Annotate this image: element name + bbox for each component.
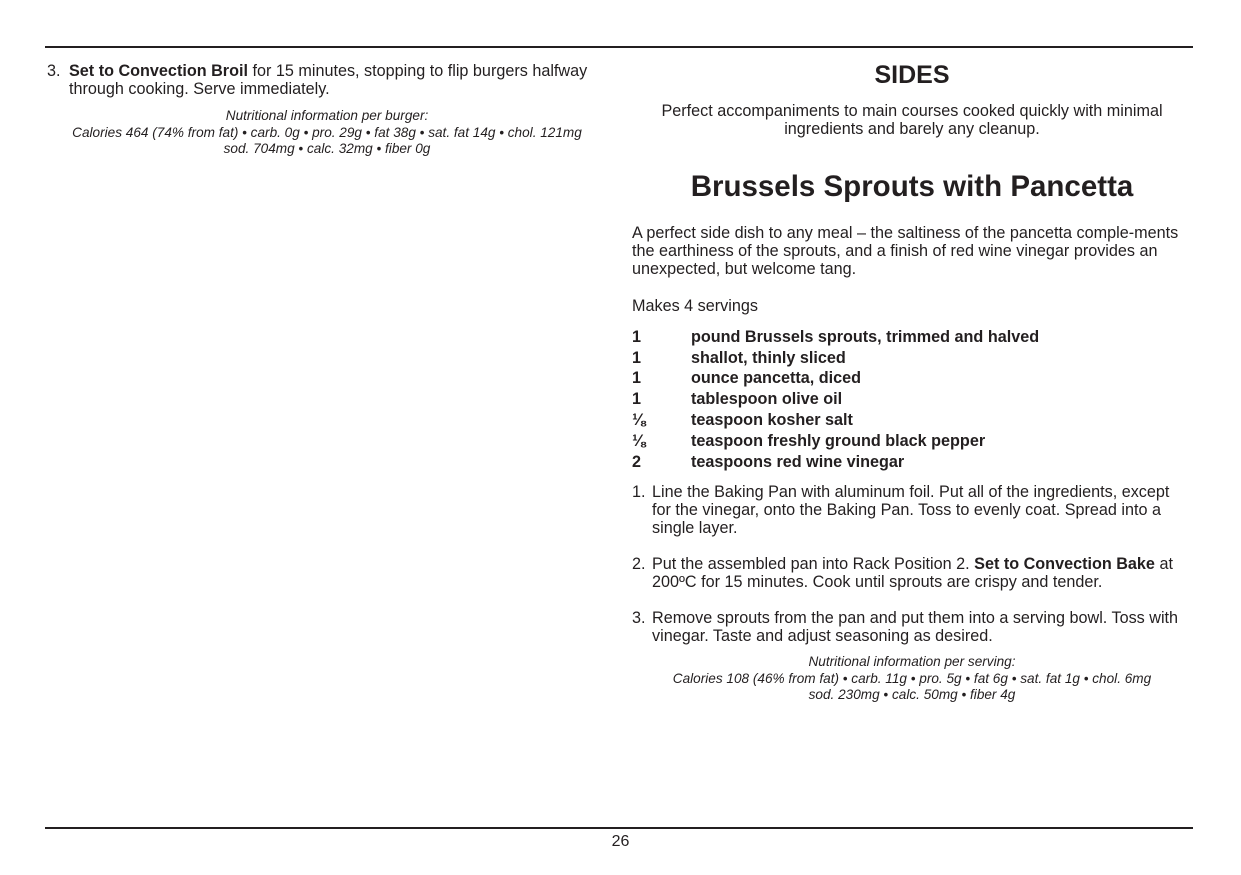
ingredient-item — [632, 348, 1192, 369]
step-bold-text: Set to Convection Bake — [974, 555, 1155, 574]
ingredient-item — [632, 389, 1192, 410]
nutrition-line-1: Calories 108 (46% from fat) • carb. 11g • pro. 5g • fat 6g • sat. fat 1g • chol. 6mg — [672, 670, 1152, 686]
ingredient-name: teaspoon kosher salt — [691, 410, 853, 429]
instruction-step — [632, 483, 1192, 537]
step-number: 3. — [632, 609, 646, 628]
ingredient-name: pound Brussels sprouts, trimmed and halved — [691, 327, 1040, 346]
ingredient-quantity: 2 — [632, 452, 642, 471]
ingredient-item — [632, 368, 1192, 389]
nutrition-heading: Nutritional information per serving: — [808, 654, 1016, 670]
nutrition-line-2: sod. 704mg • calc. 32mg • fiber 0g — [223, 141, 431, 156]
page-number: 26 — [611, 833, 630, 850]
ingredient-item — [632, 431, 1192, 452]
ingredient-name: tablespoon olive oil — [691, 390, 843, 409]
ingredient-name: teaspoon freshly ground black pepper — [691, 431, 986, 450]
left-column — [47, 62, 607, 158]
servings: Makes 4 servings — [632, 296, 758, 315]
ingredient-name: shallot, thinly sliced — [691, 348, 846, 367]
ingredient-item — [632, 327, 1192, 348]
recipe-title: Brussels Sprouts with Pancetta — [690, 170, 1134, 203]
step-text: for 15 minutes, stopping to flip burgers halfway through cooking. Serve immediately. — [69, 62, 588, 98]
section-title: SIDES — [874, 61, 950, 89]
step-text: Remove sprouts from the pan and put them into a serving bowl. Toss with vinegar. Taste and adjust seasoning as desired. — [652, 609, 1179, 646]
ingredient-quantity: ⅛ — [632, 410, 646, 429]
instruction-step — [632, 609, 1192, 645]
section-intro: Perfect accompaniments to main courses cooked quickly with minimal ingredients and barely any cleanup. — [661, 102, 1163, 138]
step-text: Line the Baking Pan with aluminum foil. Put all of the ingredients, except for the vinegar, onto the Baking Pan. Toss to evenly coat. Spread into a single layer. — [652, 483, 1170, 538]
step-bold-text: Set to Convection Broil — [69, 62, 248, 80]
burger-nutrition-info — [27, 108, 627, 158]
ingredient-quantity: 1 — [632, 369, 642, 388]
instruction-step — [632, 555, 1192, 591]
ingredient-item — [632, 410, 1192, 431]
step-number: 3. — [47, 62, 61, 80]
ingredient-list — [632, 327, 1192, 473]
step-number: 1. — [632, 483, 646, 502]
top-rule — [45, 46, 1193, 48]
right-column — [632, 60, 1192, 704]
ingredient-name: teaspoons red wine vinegar — [691, 452, 905, 471]
ingredient-quantity: ⅛ — [632, 431, 646, 450]
ingredient-name: ounce pancetta, diced — [691, 369, 862, 388]
recipe-intro: A perfect side dish to any meal – the saltiness of the pancetta comple-ments the earthiness of the sprouts, and a finish of red wine vinegar provides an unexpected, but welcome tang. — [632, 223, 1179, 278]
ingredient-quantity: 1 — [632, 390, 642, 409]
instruction-steps — [632, 483, 1192, 645]
serving-nutrition-info — [632, 654, 1192, 704]
nutrition-line-1: Calories 464 (74% from fat) • carb. 0g • pro. 29g • fat 38g • sat. fat 14g • chol. 121mg — [72, 124, 582, 140]
bottom-rule — [45, 827, 1193, 829]
nutrition-line-2: sod. 230mg • calc. 50mg • fiber 4g — [808, 687, 1016, 703]
step-text-continued: at 200ºC for 15 minutes. Cook until sprouts are crispy and tender. — [652, 555, 1173, 592]
nutrition-heading: Nutritional information per burger: — [225, 108, 429, 123]
step-number: 2. — [632, 555, 646, 574]
ingredient-quantity: 1 — [632, 348, 642, 367]
step-text: Put the assembled pan into Rack Position 2. — [652, 555, 975, 574]
ingredient-item — [632, 452, 1192, 473]
burger-step-3 — [47, 62, 607, 98]
ingredient-quantity: 1 — [632, 327, 642, 346]
